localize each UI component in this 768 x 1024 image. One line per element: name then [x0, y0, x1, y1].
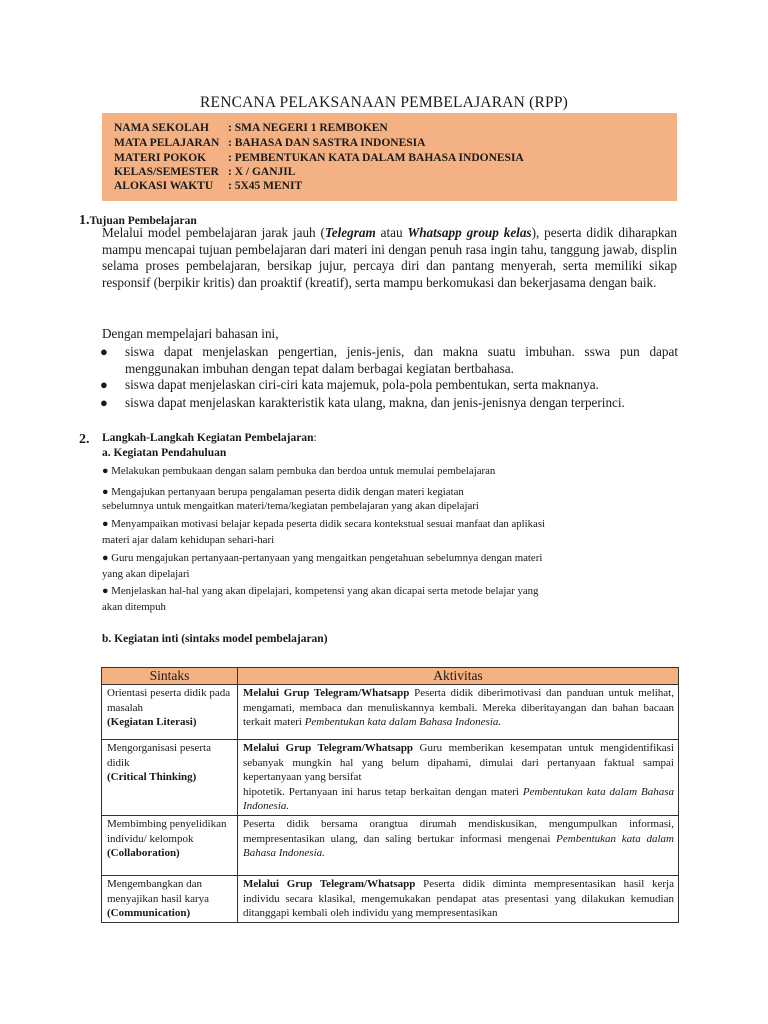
info-row-time	[114, 180, 302, 192]
text-run: Telegram	[324, 225, 376, 240]
table-header-row	[102, 668, 679, 685]
info-label: ALOKASI WAKTU	[114, 180, 214, 192]
info-value: : SMA NEGERI 1 REMBOKEN	[228, 122, 388, 134]
sintaks-skill: (Kegiatan Literasi)	[107, 716, 197, 728]
section-heading	[102, 432, 317, 444]
activity-line: ● Guru mengajukan pertanyaan-pertanyaan yang mengaitkan pengetahuan sebelumnya dengan materi	[102, 552, 543, 564]
aktivitas-text: Peserta didik bersama orangtua dirumah mendiskusikan, mengumpulkan informasi, mempresentasikan ulang, dan saling bertukar informasi mengenai	[243, 818, 674, 845]
info-value: : X / GANJIL	[228, 166, 296, 178]
info-value: : BAHASA DAN SASTRA INDONESIA	[228, 137, 426, 149]
aktivitas-italic: Pembentukan kata dalam Bahasa Indonesia.	[304, 716, 502, 728]
activity-line: yang akan dipelajari	[102, 568, 190, 580]
aktivitas-text: Peserta didik diberimotivasi dan panduan untuk melihat, mengamati, membaca dan menuliskannya kembali. Mereka diberitayangan dan bahan bacaan terkait materi	[243, 687, 674, 728]
list-item	[100, 344, 678, 377]
objective-intro: Dengan mempelajari bahasan ini,	[102, 326, 279, 341]
info-value: : 5X45 MENIT	[228, 180, 303, 192]
sintaks-cell	[102, 876, 238, 923]
list-item	[100, 395, 678, 412]
objective-paragraph	[102, 225, 677, 291]
school-info-box	[102, 113, 677, 201]
table-row	[102, 740, 679, 816]
section-number: 2.	[79, 432, 90, 447]
aktivitas-text: Peserta didik diminta mempresentasikan hasil kerja individu secara klasikal, mengemukakan pendapat atas presentasi yang dilakukan kemudian ditanggapi kembali oleh individu yang mempresentasikan	[243, 878, 674, 919]
sintaks-table	[101, 667, 679, 923]
section-2-header	[79, 430, 90, 448]
table-row	[102, 876, 679, 923]
activity-line: akan ditempuh	[102, 601, 166, 613]
aktivitas-bold: Melalui Grup Telegram/Whatsapp	[243, 742, 414, 754]
list-item-text: siswa dapat menjelaskan karakteristik kata ulang, makna, dan jenis-jenisnya dengan terperinci.	[125, 395, 625, 410]
column-header-aktivitas: Aktivitas	[238, 668, 679, 685]
text-run: ), peserta didik diharapkan mampu mencapai tujuan pembelajaran dari materi ini dengan penuh rasa ingin tahu, tanggung jawab, displin selama proses pembelajaran, bersikap jujur, percaya diri dan pantang menyerah, serta memiliki sikap responsif (berpikir kritis) dan proaktif (kreatif), serta mampu berkomukasi dan bekerjasama dengan baik.	[102, 225, 677, 290]
bullet-icon: ●	[100, 377, 108, 392]
activity-line: sebelumnya untuk mengaitkan materi/tema/kegiatan pembelajaran yang akan dipelajari	[102, 500, 479, 512]
aktivitas-cell	[238, 740, 679, 816]
document-title: RENCANA PELAKSANAAN PEMBELAJARAN (RPP)	[199, 94, 568, 111]
table-row	[102, 816, 679, 876]
subsection-heading-a: a. Kegiatan Pendahuluan	[102, 447, 227, 459]
sintaks-skill: (Critical Thinking)	[107, 771, 197, 783]
activity-line: ● Melakukan pembukaan dengan salam pembuka dan berdoa untuk memulai pembelajaran	[102, 465, 496, 477]
info-label: NAMA SEKOLAH	[114, 122, 209, 134]
sintaks-cell	[102, 816, 238, 876]
list-item-text: siswa dapat menjelaskan ciri-ciri kata majemuk, pola-pola pembentukan, serta maknanya.	[125, 377, 599, 392]
sintaks-skill: (Collaboration)	[107, 847, 180, 859]
aktivitas-cell	[238, 816, 679, 876]
subsection-heading-b: b. Kegiatan inti (sintaks model pembelajaran)	[102, 633, 328, 645]
info-label: MATERI POKOK	[114, 152, 207, 164]
heading-colon: :	[313, 432, 317, 444]
sintaks-cell	[102, 685, 238, 740]
activity-line: ● Menyampaikan motivasi belajar kepada peserta didik secara kontekstual sesuai manfaat dan aplikasi	[102, 518, 546, 530]
list-item	[100, 377, 678, 394]
table-row	[102, 685, 679, 740]
list-item-text: siswa dapat menjelaskan pengertian, jenis-jenis, dan makna suatu imbuhan. sswa pun dapat menggunakan imbuhan dengan tepat dalam berbagai kegiatan bertbahasa.	[125, 344, 678, 376]
info-label: KELAS/SEMESTER	[114, 166, 219, 178]
section-number: 1.	[79, 213, 90, 228]
info-row-school	[114, 122, 388, 134]
info-row-topic	[114, 152, 524, 164]
sintaks-text: Mengembangkan dan menyajikan hasil karya	[107, 878, 210, 905]
info-row-subject	[114, 137, 425, 149]
text-run: Melalui model pembelajaran jarak jauh (	[102, 225, 325, 240]
aktivitas-cell	[238, 876, 679, 923]
text-run: Whatsapp group kelas	[407, 225, 532, 240]
sintaks-cell	[102, 740, 238, 816]
section-heading: Tujuan Pembelajaran	[89, 215, 197, 227]
aktivitas-text: Guru memberikan kesempatan untuk mengidentifikasi sebanyak mungkin hal yang belum dipahami, dimulai dari pertanyaan faktual sampai kepertanyaan yang bersifat	[243, 742, 674, 783]
sintaks-text: Orientasi peserta didik pada masalah	[107, 687, 231, 714]
activity-line: ● Mengajukan pertanyaan berupa pengalaman peserta didik dengan materi kegiatan	[102, 486, 464, 498]
aktivitas-cell	[238, 685, 679, 740]
sintaks-text: Mengorganisasi peserta didik	[107, 742, 211, 769]
bullet-icon: ●	[100, 344, 108, 359]
info-value: : PEMBENTUKAN KATA DALAM BAHASA INDONESIA	[228, 152, 524, 164]
aktivitas-italic: Pembentukan kata dalam Bahasa Indonesia.	[243, 832, 674, 859]
aktivitas-bold: Melalui Grup Telegram/Whatsapp	[243, 878, 416, 890]
text-run: atau	[375, 225, 408, 240]
sintaks-text: Membimbing penyelidikan individu/ kelompok	[107, 818, 227, 845]
aktivitas-text: hipotetik. Pertanyaan ini harus tetap berkaitan dengan materi	[243, 785, 523, 798]
info-label: MATA PELAJARAN	[114, 137, 220, 149]
activity-line: ● Menjelaskan hal-hal yang akan dipelajari, kompetensi yang akan dicapai serta metode belajar yang	[102, 585, 539, 597]
activity-line: materi ajar dalam kehidupan sehari-hari	[102, 534, 275, 546]
aktivitas-italic: Pembentukan kata dalam Bahasa Indonesia.	[243, 785, 674, 812]
section-heading-text: Langkah-Langkah Kegiatan Pembelajaran	[102, 432, 314, 444]
column-header-sintaks: Sintaks	[102, 668, 238, 685]
bullet-icon: ●	[100, 395, 108, 410]
aktivitas-bold: Melalui Grup Telegram/Whatsapp	[243, 687, 410, 699]
sintaks-skill: (Communication)	[107, 907, 191, 919]
info-row-class	[114, 166, 295, 178]
